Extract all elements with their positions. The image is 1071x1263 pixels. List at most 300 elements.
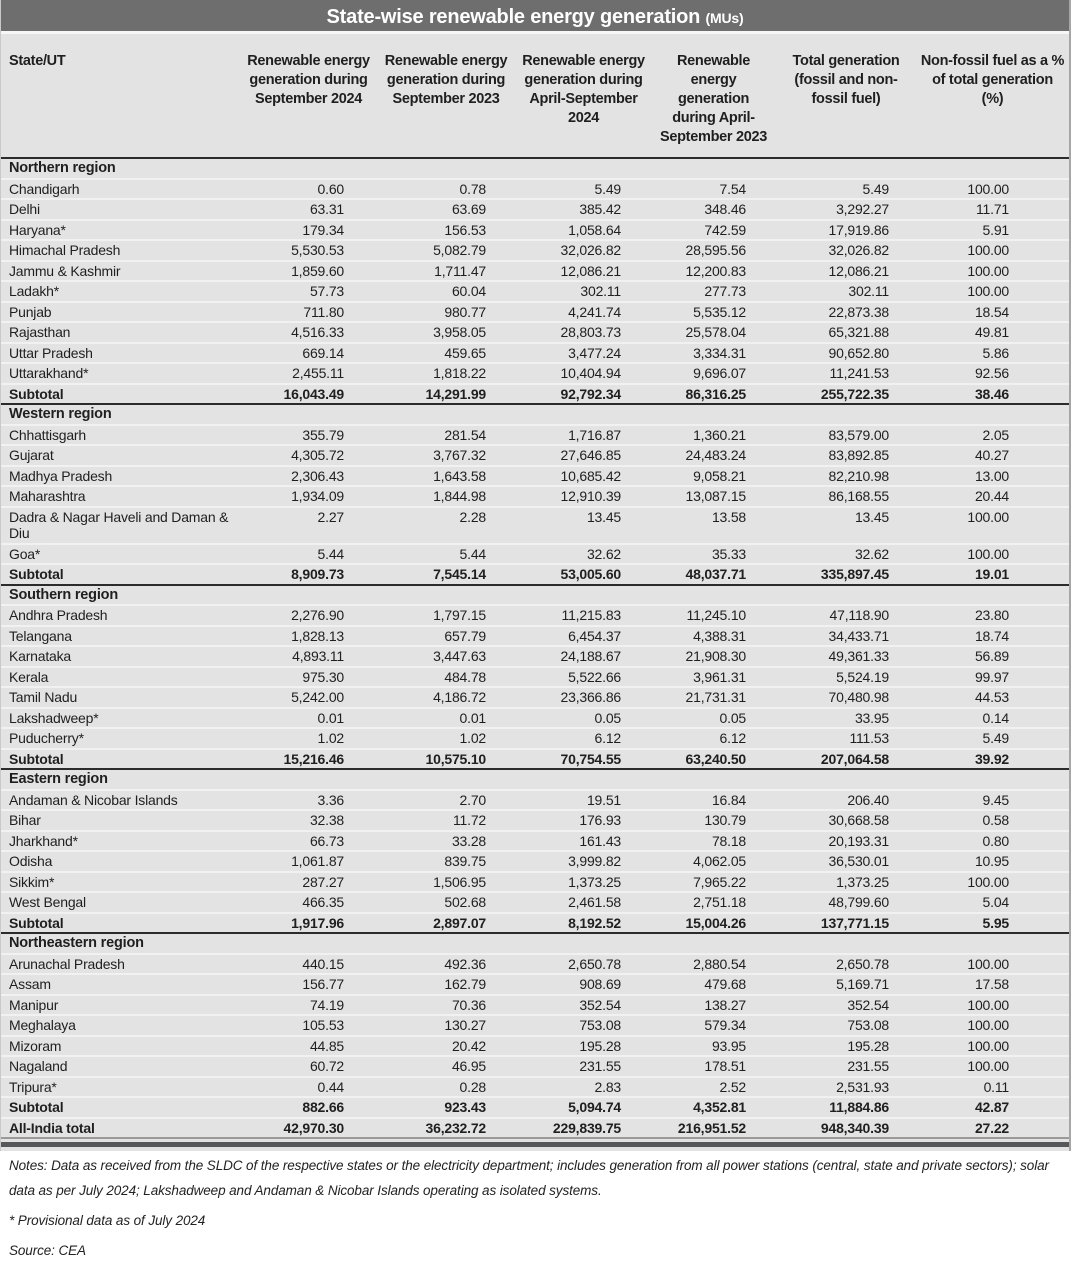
cell-value: 36,530.01 <box>776 851 916 872</box>
cell-value: 11,884.86 <box>776 1097 916 1118</box>
cell-value: 4,516.33 <box>241 322 376 343</box>
table-row <box>1 1036 1069 1057</box>
cell-value: 0.14 <box>916 708 1069 729</box>
cell-value: 18.54 <box>916 302 1069 323</box>
cell-value: 60.04 <box>376 281 516 302</box>
bottom-rule <box>1 1142 1069 1147</box>
cell-state: Mizoram <box>1 1036 241 1057</box>
cell-value: 92,792.34 <box>516 384 651 405</box>
cell-state: Rajasthan <box>1 322 241 343</box>
cell-value: 2,531.93 <box>776 1077 916 1098</box>
cell-value <box>916 769 1069 790</box>
cell-value: 657.79 <box>376 626 516 647</box>
cell-value: 11.72 <box>376 810 516 831</box>
cell-value: 28,595.56 <box>651 240 776 261</box>
column-header-sep-2023: Renewable energy generation during September 2023 <box>384 53 508 107</box>
cell-value: 12,086.21 <box>516 261 651 282</box>
cell-value: 2,306.43 <box>241 466 376 487</box>
cell-state: Gujarat <box>1 445 241 466</box>
cell-value: 0.28 <box>376 1077 516 1098</box>
table-row <box>1 1056 1069 1077</box>
cell-value: 669.14 <box>241 343 376 364</box>
cell-value: 17,919.86 <box>776 220 916 241</box>
cell-value: 100.00 <box>916 1056 1069 1077</box>
cell-value: 9,696.07 <box>651 363 776 384</box>
cell-value: 100.00 <box>916 544 1069 565</box>
cell-value: 5.86 <box>916 343 1069 364</box>
cell-value: 6.12 <box>516 728 651 749</box>
cell-value: 93.95 <box>651 1036 776 1057</box>
cell-state: Tamil Nadu <box>1 687 241 708</box>
cell-value: 385.42 <box>516 199 651 220</box>
cell-value: 1,818.22 <box>376 363 516 384</box>
table-row <box>1 486 1069 507</box>
table-row <box>1 810 1069 831</box>
cell-value: 60.72 <box>241 1056 376 1077</box>
cell-value: 5,530.53 <box>241 240 376 261</box>
cell-value: 2.83 <box>516 1077 651 1098</box>
cell-value: 3,958.05 <box>376 322 516 343</box>
cell-value: 352.54 <box>516 995 651 1016</box>
cell-value: 105.53 <box>241 1015 376 1036</box>
cell-value: 70,754.55 <box>516 749 651 770</box>
cell-value: 86,168.55 <box>776 486 916 507</box>
cell-value: 2,455.11 <box>241 363 376 384</box>
column-header-nonfossil-pct: Non-fossil fuel as a % of total generation (%) <box>920 53 1065 107</box>
cell-value: 33.28 <box>376 831 516 852</box>
cell-state: Punjab <box>1 302 241 323</box>
cell-value: 229,839.75 <box>516 1118 651 1139</box>
table-header <box>1 34 1069 158</box>
table-row <box>1 605 1069 626</box>
cell-value: 2.28 <box>376 507 516 544</box>
cell-value: 231.55 <box>776 1056 916 1077</box>
cell-state: West Bengal <box>1 892 241 913</box>
cell-value: 63.31 <box>241 199 376 220</box>
cell-value <box>241 933 376 954</box>
cell-value: 3,961.31 <box>651 667 776 688</box>
cell-value <box>916 404 1069 425</box>
cell-value: 479.68 <box>651 974 776 995</box>
cell-value: 255,722.35 <box>776 384 916 405</box>
cell-state: Eastern region <box>1 769 241 790</box>
cell-value: 10.95 <box>916 851 1069 872</box>
cell-value: 5,169.71 <box>776 974 916 995</box>
cell-state: Andhra Pradesh <box>1 605 241 626</box>
cell-value: 130.27 <box>376 1015 516 1036</box>
cell-state: Northeastern region <box>1 933 241 954</box>
cell-value: 11,241.53 <box>776 363 916 384</box>
cell-value <box>376 933 516 954</box>
cell-value: 23,366.86 <box>516 687 651 708</box>
table-row <box>1 790 1069 811</box>
cell-value: 1,917.96 <box>241 913 376 934</box>
cell-value: 352.54 <box>776 995 916 1016</box>
column-header-state: State/UT <box>9 53 66 69</box>
cell-state: Jharkhand* <box>1 831 241 852</box>
cell-value <box>776 158 916 179</box>
cell-value: 21,908.30 <box>651 646 776 667</box>
cell-value: 32,026.82 <box>516 240 651 261</box>
table-row <box>1 363 1069 384</box>
cell-state: Subtotal <box>1 384 241 405</box>
cell-value: 48,799.60 <box>776 892 916 913</box>
cell-value: 2,880.54 <box>651 954 776 975</box>
cell-value: 882.66 <box>241 1097 376 1118</box>
cell-value: 11,245.10 <box>651 605 776 626</box>
cell-value: 100.00 <box>916 1015 1069 1036</box>
cell-value: 466.35 <box>241 892 376 913</box>
cell-value: 17.58 <box>916 974 1069 995</box>
cell-state: Northern region <box>1 158 241 179</box>
table-row <box>1 995 1069 1016</box>
table-row <box>1 302 1069 323</box>
cell-value: 23.80 <box>916 605 1069 626</box>
cell-value: 2,897.07 <box>376 913 516 934</box>
cell-value: 100.00 <box>916 872 1069 893</box>
cell-value <box>516 769 651 790</box>
cell-value: 161.43 <box>516 831 651 852</box>
cell-value: 206.40 <box>776 790 916 811</box>
cell-value: 355.79 <box>241 425 376 446</box>
cell-value <box>376 404 516 425</box>
cell-value: 4,352.81 <box>651 1097 776 1118</box>
cell-value: 36,232.72 <box>376 1118 516 1139</box>
cell-state: Maharashtra <box>1 486 241 507</box>
cell-value: 10,685.42 <box>516 466 651 487</box>
cell-state: Subtotal <box>1 749 241 770</box>
cell-state: Tripura* <box>1 1077 241 1098</box>
cell-value: 100.00 <box>916 995 1069 1016</box>
region-header-row <box>1 404 1069 425</box>
cell-value: 5,082.79 <box>376 240 516 261</box>
cell-value: 8,192.52 <box>516 913 651 934</box>
cell-value: 33.95 <box>776 708 916 729</box>
cell-value: 44.85 <box>241 1036 376 1057</box>
cell-value: 7,545.14 <box>376 564 516 585</box>
cell-state: Karnataka <box>1 646 241 667</box>
cell-value: 1,828.13 <box>241 626 376 647</box>
cell-value: 42.87 <box>916 1097 1069 1118</box>
cell-value: 2,461.58 <box>516 892 651 913</box>
cell-value: 179.34 <box>241 220 376 241</box>
cell-value: 4,241.74 <box>516 302 651 323</box>
cell-value <box>776 404 916 425</box>
cell-value: 15,216.46 <box>241 749 376 770</box>
cell-value: 83,892.85 <box>776 445 916 466</box>
cell-value: 3,334.31 <box>651 343 776 364</box>
table-row <box>1 261 1069 282</box>
cell-value: 908.69 <box>516 974 651 995</box>
cell-value: 13.58 <box>651 507 776 544</box>
cell-value: 0.60 <box>241 179 376 200</box>
table-row <box>1 445 1069 466</box>
cell-state: Lakshadweep* <box>1 708 241 729</box>
cell-value: 492.36 <box>376 954 516 975</box>
cell-value: 12,910.39 <box>516 486 651 507</box>
cell-value <box>376 158 516 179</box>
cell-value: 1,061.87 <box>241 851 376 872</box>
cell-value: 83,579.00 <box>776 425 916 446</box>
cell-value: 24,483.24 <box>651 445 776 466</box>
cell-value: 100.00 <box>916 507 1069 544</box>
cell-value: 66.73 <box>241 831 376 852</box>
cell-value: 5,524.19 <box>776 667 916 688</box>
cell-value: 32.62 <box>776 544 916 565</box>
region-header-row <box>1 769 1069 790</box>
cell-value: 138.27 <box>651 995 776 1016</box>
cell-value: 20.44 <box>916 486 1069 507</box>
cell-value: 0.44 <box>241 1077 376 1098</box>
cell-value: 19.51 <box>516 790 651 811</box>
cell-value <box>241 158 376 179</box>
subtotal-row <box>1 564 1069 585</box>
cell-value: 63.69 <box>376 199 516 220</box>
cell-value: 5.49 <box>516 179 651 200</box>
table-title-unit: (MUs) <box>705 10 744 26</box>
cell-value <box>776 769 916 790</box>
column-header-total-generation: Total generation (fossil and non-fossil fuel) <box>792 53 900 107</box>
cell-value: 3.36 <box>241 790 376 811</box>
all-india-total-row <box>1 1118 1069 1139</box>
cell-value: 3,447.63 <box>376 646 516 667</box>
cell-value: 13.00 <box>916 466 1069 487</box>
cell-value: 100.00 <box>916 240 1069 261</box>
cell-value: 156.77 <box>241 974 376 995</box>
cell-value <box>651 404 776 425</box>
cell-value: 335,897.45 <box>776 564 916 585</box>
cell-value: 21,731.31 <box>651 687 776 708</box>
cell-value: 25,578.04 <box>651 322 776 343</box>
table-row <box>1 1015 1069 1036</box>
cell-value <box>916 933 1069 954</box>
cell-value <box>241 404 376 425</box>
cell-value: 0.80 <box>916 831 1069 852</box>
table-row <box>1 872 1069 893</box>
cell-value: 7.54 <box>651 179 776 200</box>
cell-value <box>651 158 776 179</box>
cell-value: 287.27 <box>241 872 376 893</box>
table-row <box>1 728 1069 749</box>
table-row <box>1 322 1069 343</box>
cell-value: 47,118.90 <box>776 605 916 626</box>
cell-value: 6,454.37 <box>516 626 651 647</box>
cell-value <box>376 585 516 606</box>
cell-value <box>516 158 651 179</box>
region-header-row <box>1 158 1069 179</box>
cell-value: 99.97 <box>916 667 1069 688</box>
table-row <box>1 425 1069 446</box>
cell-value: 484.78 <box>376 667 516 688</box>
table-row <box>1 626 1069 647</box>
cell-value: 100.00 <box>916 954 1069 975</box>
cell-value <box>916 158 1069 179</box>
cell-value: 980.77 <box>376 302 516 323</box>
cell-value: 5,522.66 <box>516 667 651 688</box>
cell-value: 15,004.26 <box>651 913 776 934</box>
cell-state: Subtotal <box>1 913 241 934</box>
cell-value: 100.00 <box>916 281 1069 302</box>
cell-value: 6.12 <box>651 728 776 749</box>
cell-value: 2,276.90 <box>241 605 376 626</box>
cell-state: Assam <box>1 974 241 995</box>
header-row <box>1 34 1069 158</box>
cell-value: 4,186.72 <box>376 687 516 708</box>
cell-value: 13,087.15 <box>651 486 776 507</box>
cell-value: 100.00 <box>916 261 1069 282</box>
cell-value: 42,970.30 <box>241 1118 376 1139</box>
cell-value: 1,934.09 <box>241 486 376 507</box>
cell-value <box>241 769 376 790</box>
renewable-energy-table <box>1 34 1069 1139</box>
cell-value: 35.33 <box>651 544 776 565</box>
cell-value: 440.15 <box>241 954 376 975</box>
cell-value: 207,064.58 <box>776 749 916 770</box>
provisional-note: * Provisional data as of July 2024 <box>9 1213 206 1228</box>
cell-value: 22,873.38 <box>776 302 916 323</box>
table-row <box>1 892 1069 913</box>
cell-value: 3,477.24 <box>516 343 651 364</box>
table-row <box>1 831 1069 852</box>
cell-value: 16,043.49 <box>241 384 376 405</box>
cell-value: 1,373.25 <box>776 872 916 893</box>
cell-value <box>916 585 1069 606</box>
cell-value: 839.75 <box>376 851 516 872</box>
cell-value: 975.30 <box>241 667 376 688</box>
cell-value: 34,433.71 <box>776 626 916 647</box>
table-row <box>1 667 1069 688</box>
cell-value: 0.01 <box>241 708 376 729</box>
cell-state: Ladakh* <box>1 281 241 302</box>
cell-value: 1,859.60 <box>241 261 376 282</box>
cell-value: 5.49 <box>776 179 916 200</box>
table-row <box>1 220 1069 241</box>
cell-state: Kerala <box>1 667 241 688</box>
cell-state: Andaman & Nicobar Islands <box>1 790 241 811</box>
cell-value: 14,291.99 <box>376 384 516 405</box>
cell-state: Chhattisgarh <box>1 425 241 446</box>
region-header-row <box>1 933 1069 954</box>
cell-value: 30,668.58 <box>776 810 916 831</box>
cell-value: 100.00 <box>916 1036 1069 1057</box>
subtotal-row <box>1 749 1069 770</box>
cell-value: 4,305.72 <box>241 445 376 466</box>
cell-value: 0.11 <box>916 1077 1069 1098</box>
cell-state: Uttarakhand* <box>1 363 241 384</box>
column-header-sep-2024: Renewable energy generation during September 2024 <box>247 53 370 107</box>
cell-value: 156.53 <box>376 220 516 241</box>
cell-state: Nagaland <box>1 1056 241 1077</box>
cell-value: 1,716.87 <box>516 425 651 446</box>
cell-value: 281.54 <box>376 425 516 446</box>
table-row <box>1 1077 1069 1098</box>
cell-state: All-India total <box>1 1118 241 1139</box>
cell-value <box>651 769 776 790</box>
cell-value: 137,771.15 <box>776 913 916 934</box>
cell-value <box>776 585 916 606</box>
cell-value: 9,058.21 <box>651 466 776 487</box>
cell-value: 2,650.78 <box>516 954 651 975</box>
cell-value: 5,094.74 <box>516 1097 651 1118</box>
cell-value: 27.22 <box>916 1118 1069 1139</box>
cell-value: 753.08 <box>516 1015 651 1036</box>
cell-value: 1,506.95 <box>376 872 516 893</box>
table-row <box>1 343 1069 364</box>
column-header-apr-sep-2023: Renewable energy generation during April-September 2023 <box>659 53 768 145</box>
cell-value: 13.45 <box>776 507 916 544</box>
cell-value: 56.89 <box>916 646 1069 667</box>
cell-state: Sikkim* <box>1 872 241 893</box>
cell-value: 18.74 <box>916 626 1069 647</box>
cell-value <box>516 933 651 954</box>
cell-value: 0.05 <box>651 708 776 729</box>
cell-value: 24,188.67 <box>516 646 651 667</box>
cell-state: Himachal Pradesh <box>1 240 241 261</box>
cell-value <box>776 933 916 954</box>
cell-value: 57.73 <box>241 281 376 302</box>
cell-state: Puducherry* <box>1 728 241 749</box>
cell-state: Madhya Pradesh <box>1 466 241 487</box>
cell-value: 711.80 <box>241 302 376 323</box>
cell-value: 0.05 <box>516 708 651 729</box>
cell-value: 20,193.31 <box>776 831 916 852</box>
cell-value: 82,210.98 <box>776 466 916 487</box>
table-row <box>1 954 1069 975</box>
cell-value: 38.46 <box>916 384 1069 405</box>
cell-value: 176.93 <box>516 810 651 831</box>
cell-value: 0.78 <box>376 179 516 200</box>
cell-value: 39.92 <box>916 749 1069 770</box>
cell-value: 1,360.21 <box>651 425 776 446</box>
cell-value: 46.95 <box>376 1056 516 1077</box>
cell-value: 9.45 <box>916 790 1069 811</box>
cell-value: 277.73 <box>651 281 776 302</box>
cell-value: 13.45 <box>516 507 651 544</box>
cell-value: 5.04 <box>916 892 1069 913</box>
cell-value: 32.38 <box>241 810 376 831</box>
cell-value: 348.46 <box>651 199 776 220</box>
table-title-bar <box>1 0 1069 34</box>
cell-value: 3,292.27 <box>776 199 916 220</box>
cell-value: 19.01 <box>916 564 1069 585</box>
table-row <box>1 466 1069 487</box>
cell-state: Dadra & Nagar Haveli and Daman & Diu <box>1 507 241 544</box>
cell-value: 53,005.60 <box>516 564 651 585</box>
table-row <box>1 179 1069 200</box>
cell-value: 2,650.78 <box>776 954 916 975</box>
cell-value: 32,026.82 <box>776 240 916 261</box>
table-row <box>1 281 1069 302</box>
cell-value: 162.79 <box>376 974 516 995</box>
table-row <box>1 851 1069 872</box>
table-row <box>1 507 1069 544</box>
cell-value: 65,321.88 <box>776 322 916 343</box>
cell-value: 753.08 <box>776 1015 916 1036</box>
cell-value: 130.79 <box>651 810 776 831</box>
cell-value: 5.49 <box>916 728 1069 749</box>
subtotal-row <box>1 384 1069 405</box>
cell-value: 7,965.22 <box>651 872 776 893</box>
cell-value: 216,951.52 <box>651 1118 776 1139</box>
cell-value: 70,480.98 <box>776 687 916 708</box>
cell-value: 302.11 <box>516 281 651 302</box>
cell-value: 100.00 <box>916 179 1069 200</box>
cell-value: 32.62 <box>516 544 651 565</box>
cell-value: 5.44 <box>376 544 516 565</box>
cell-value: 11.71 <box>916 199 1069 220</box>
cell-value: 5.95 <box>916 913 1069 934</box>
region-header-row <box>1 585 1069 606</box>
